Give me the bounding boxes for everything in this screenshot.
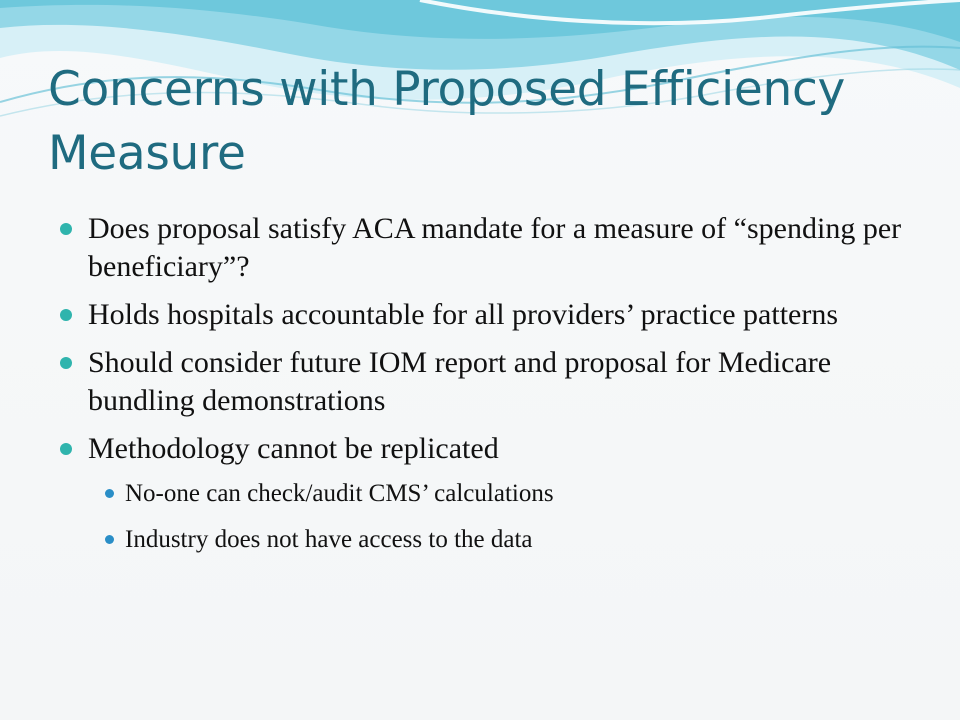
bullet-item — [60, 430, 930, 558]
bullet-dot-icon — [60, 223, 72, 235]
sub-bullet-item — [88, 522, 930, 558]
sub-bullet-dot-icon — [105, 535, 114, 544]
bullet-item — [60, 296, 930, 334]
bullet-text: Does proposal satisfy ACA mandate for a measure of “spending per beneficiary”? — [88, 212, 902, 283]
sub-bullet-list — [88, 476, 930, 558]
bullet-dot-icon — [60, 443, 72, 455]
sub-bullet-dot-icon — [105, 489, 114, 498]
bullet-text: Should consider future IOM report and proposal for Medicare bundling demonstrations — [88, 346, 832, 417]
bullet-list — [60, 210, 930, 558]
slide-title: Concerns with Proposed Efficiency Measure — [48, 62, 846, 181]
slide-content — [60, 210, 930, 568]
bullet-item — [60, 210, 930, 286]
bullet-item — [60, 344, 930, 420]
bullet-dot-icon — [60, 309, 72, 321]
bullet-text: Methodology cannot be replicated — [88, 432, 499, 465]
sub-bullet-text: No-one can check/audit CMS’ calculations — [125, 480, 554, 507]
bullet-dot-icon — [60, 357, 72, 369]
sub-bullet-item — [88, 476, 930, 512]
sub-bullet-text: Industry does not have access to the data — [125, 526, 533, 553]
bullet-text: Holds hospitals accountable for all providers’ practice patterns — [88, 298, 839, 331]
